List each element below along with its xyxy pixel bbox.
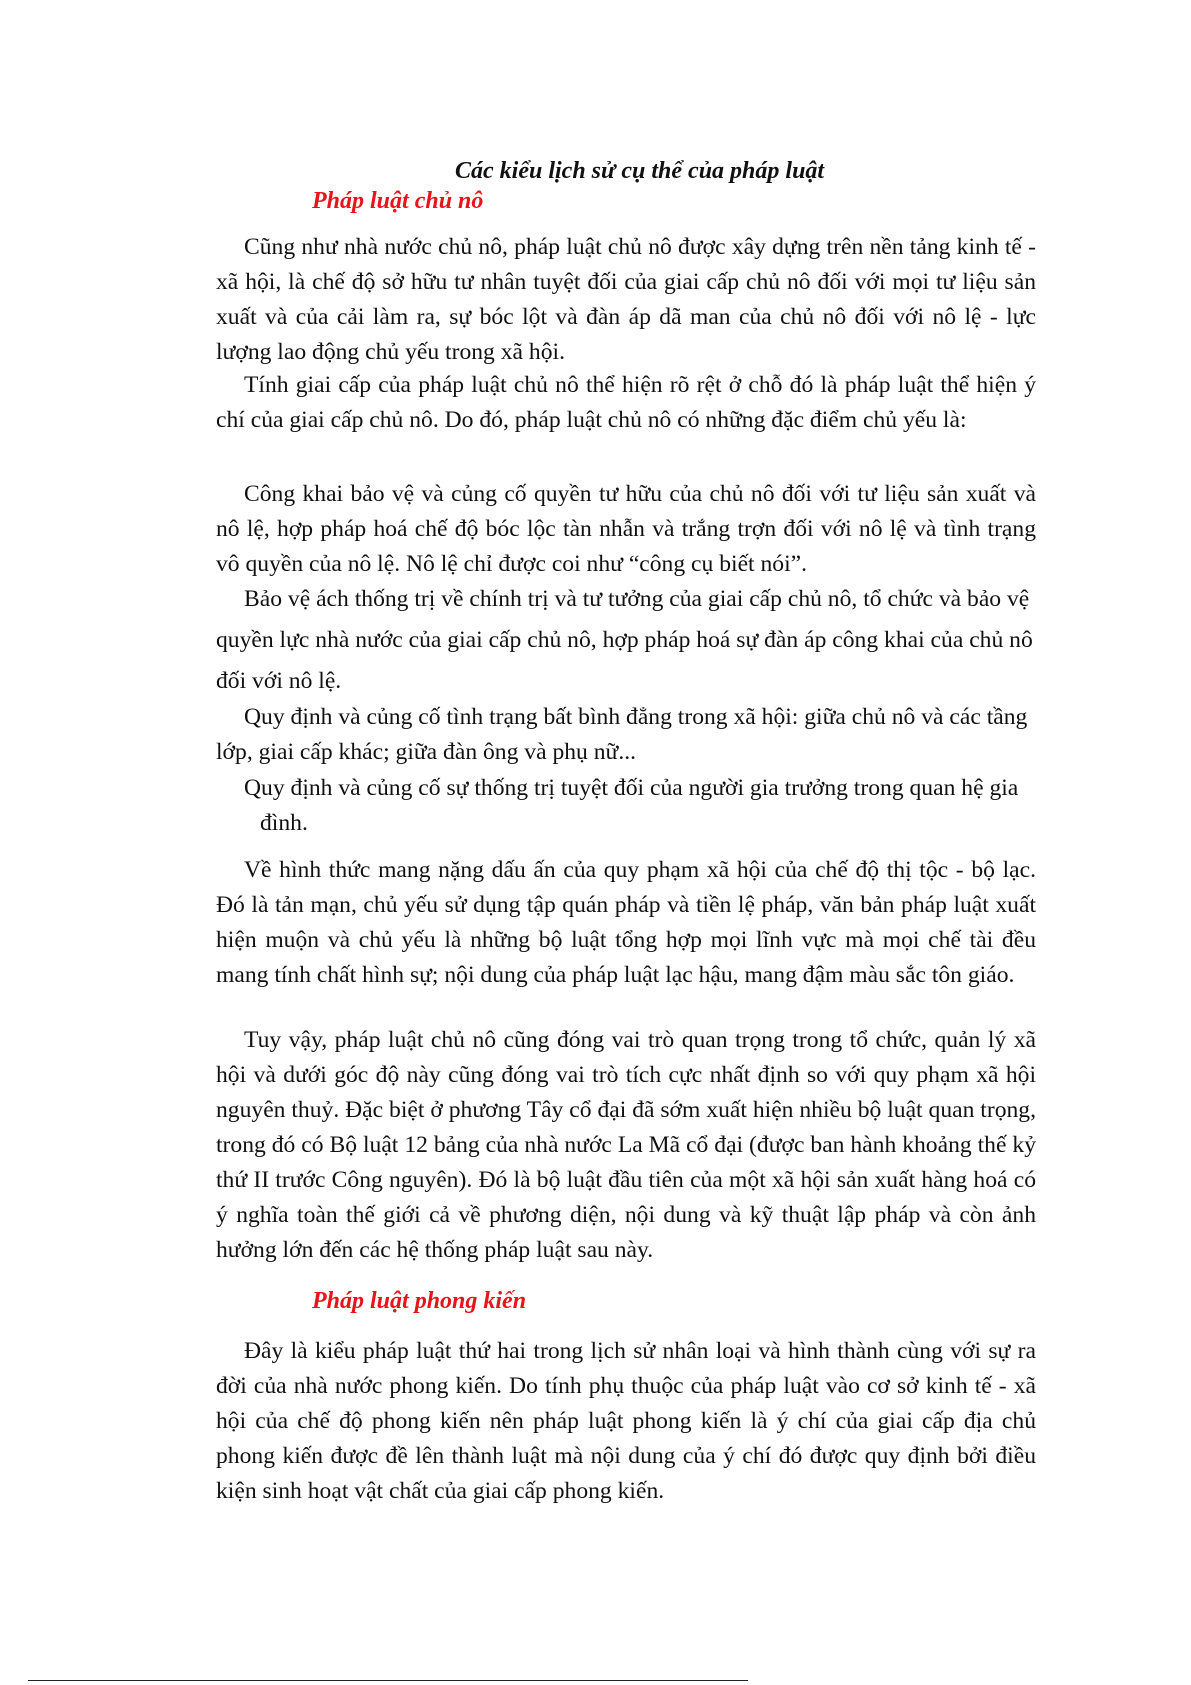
paragraph: Tuy vậy, pháp luật chủ nô cũng đóng vai trò quan trọng trong tổ chức, quản lý xã hội và dưới góc độ này cũng đóng vai trò tích cực nhất định so với quy phạm xã hội nguyên thuỷ. Đặc biệt ở phương Tây cổ đại đã sớm xuất hiện nhiều bộ luật quan trọng, trong đó có Bộ luật 12 bảng của nhà nước La Mã cổ đại (được ban hành khoảng thế kỷ thứ II trước Công nguyên). Đó là bộ luật đầu tiên của một xã hội sản xuất hàng hoá có ý nghĩa toàn thế giới cả về phương diện, nội dung và kỹ thuật lập pháp và còn ảnh hưởng lớn đến các hệ thống pháp luật sau này. xyxy=(216,1027,1036,1263)
paragraph: Cũng như nhà nước chủ nô, pháp luật chủ nô được xây dựng trên nền tảng kinh tế - xã hội, là chế độ sở hữu tư nhân tuyệt đối của giai cấp chủ nô đối với mọi tư liệu sản xuất và của cải làm ra, sự bóc lột và đàn áp dã man của chủ nô đối với nô lệ - lực lượng lao động chủ yếu trong xã hội. xyxy=(216,234,1036,365)
paragraph: Quy định và củng cố tình trạng bất bình đẳng trong xã hội: giữa chủ nô và các tầng lớp, giai cấp khác; giữa đàn ông và phụ nữ... xyxy=(216,704,1028,765)
section-heading-feudal-law: Pháp luật phong kiến xyxy=(312,1288,527,1314)
paragraph: Quy định và củng cố sự thống trị tuyệt đối của người gia trưởng trong quan hệ gia đình. xyxy=(244,775,1019,836)
paragraph: Tính giai cấp của pháp luật chủ nô thể hiện rõ rệt ở chỗ đó là pháp luật thể hiện ý chí của giai cấp chủ nô. Do đó, pháp luật chủ nô có những đặc điểm chủ yếu là: xyxy=(216,372,1036,433)
paragraph: Bảo vệ ách thống trị về chính trị và tư tưởng của giai cấp chủ nô, tổ chức và bảo vệ quyền lực nhà nước của giai cấp chủ nô, hợp pháp hoá sự đàn áp công khai của chủ nô đối với nô lệ. xyxy=(216,586,1033,694)
paragraph: Về hình thức mang nặng dấu ấn của quy phạm xã hội của chế độ thị tộc - bộ lạc. Đó là tản mạn, chủ yếu sử dụng tập quán pháp và tiền lệ pháp, văn bản pháp luật xuất hiện muộn và chủ yếu là những bộ luật tổng hợp mọi lĩnh vực mà mọi chế tài đều mang tính chất hình sự; nội dung của pháp luật lạc hậu, mang đậm màu sắc tôn giáo. xyxy=(216,857,1036,988)
section-heading-slave-law: Pháp luật chủ nô xyxy=(312,188,484,214)
bottom-rule xyxy=(28,1680,748,1681)
paragraph: Công khai bảo vệ và củng cố quyền tư hữu của chủ nô đối với tư liệu sản xuất và nô lệ, hợp pháp hoá chế độ bóc lộc tàn nhẫn và trắng trợn đối với nô lệ và tình trạng vô quyền của nô lệ. Nô lệ chỉ được coi như “công cụ biết nói”. xyxy=(216,481,1036,577)
paragraph: Đây là kiểu pháp luật thứ hai trong lịch sử nhân loại và hình thành cùng với sự ra đời của nhà nước phong kiến. Do tính phụ thuộc của pháp luật vào cơ sở kinh tế - xã hội của chế độ phong kiến nên pháp luật phong kiến là ý chí của giai cấp địa chủ phong kiến được đề lên thành luật mà nội dung của ý chí đó được quy định bởi điều kiện sinh hoạt vật chất của giai cấp phong kiến. xyxy=(216,1338,1036,1504)
page-title: Các kiểu lịch sử cụ thể của pháp luật xyxy=(455,158,825,184)
